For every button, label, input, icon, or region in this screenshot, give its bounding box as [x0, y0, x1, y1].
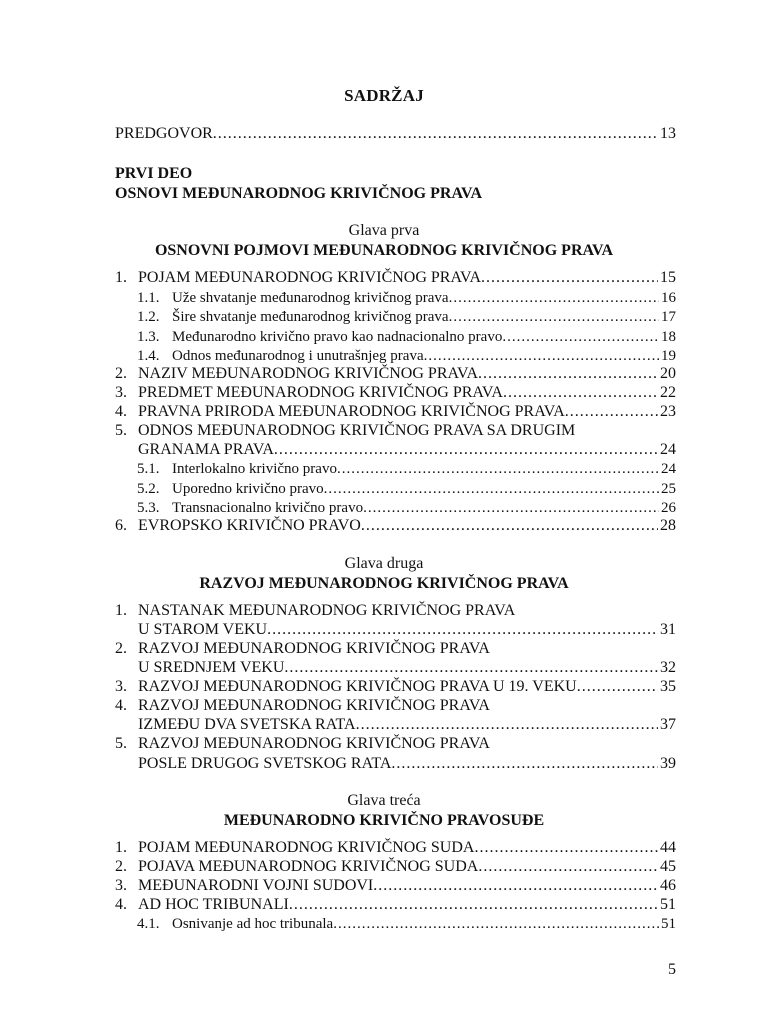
toc-subentry[interactable]	[137, 914, 676, 934]
toc-entry-number: 5.1.	[137, 461, 160, 477]
toc-entry-page: 37	[660, 716, 676, 733]
dot-leader	[356, 715, 658, 735]
toc-entry[interactable]	[115, 895, 676, 915]
toc-subentry[interactable]	[137, 307, 676, 327]
toc-entry-page: 39	[660, 755, 676, 772]
toc-entry[interactable]	[115, 421, 676, 441]
toc-entry-number: 4.1.	[137, 916, 160, 932]
toc-entry[interactable]	[115, 268, 676, 288]
dot-leader	[213, 124, 658, 144]
toc-entry-number: 1.	[115, 839, 127, 856]
toc-entry-number: 1.2.	[137, 309, 160, 325]
toc-subentry[interactable]	[137, 327, 676, 347]
toc-entry-continuation[interactable]	[138, 715, 676, 735]
toc-entry-page: 45	[660, 858, 676, 875]
toc-entry-number: 1.	[115, 269, 127, 286]
toc-entry-label: AD HOC TRIBUNALI	[138, 896, 289, 913]
dot-leader	[449, 288, 659, 308]
dot-leader	[333, 914, 659, 934]
dot-leader	[391, 754, 658, 774]
page-title: SADRŽAJ	[344, 86, 424, 105]
toc-entry-number: 5.3.	[137, 500, 160, 516]
toc-entry[interactable]	[115, 734, 676, 754]
toc-entry-label: POSLE DRUGOG SVETSKOG RATA	[138, 755, 392, 772]
toc-entry-label: MEĐUNARODNI VOJNI SUDOVI	[138, 877, 374, 894]
toc-entry-number: 3.	[115, 877, 127, 894]
toc-subentry[interactable]	[137, 498, 676, 518]
dot-leader	[424, 346, 659, 366]
toc-subentry[interactable]	[137, 288, 676, 308]
toc-entry-label: Osnivanje ad hoc tribunala	[172, 916, 334, 932]
toc-entry-label: U SREDNJEM VEKU	[138, 659, 285, 676]
dot-leader	[478, 364, 658, 384]
toc-entry[interactable]	[115, 516, 676, 536]
dot-leader	[502, 327, 659, 347]
toc-subentry[interactable]	[137, 346, 676, 366]
toc-entry-page: 35	[660, 678, 676, 695]
toc-entry-page: 16	[661, 290, 676, 306]
toc-entry[interactable]	[115, 383, 676, 403]
dot-leader	[363, 498, 659, 518]
toc-entry-page: 31	[660, 621, 676, 638]
dot-leader	[565, 402, 658, 422]
toc-entry[interactable]	[115, 639, 676, 659]
toc-entry-number: 1.4.	[137, 348, 160, 364]
toc-entry-page: 24	[660, 441, 676, 458]
toc-entry-number: 2.	[115, 858, 127, 875]
toc-entry-label: NASTANAK MEĐUNARODNOG KRIVIČNOG PRAVA	[138, 602, 516, 619]
toc-entry-label: Interlokalno krivično pravo	[172, 461, 337, 477]
toc-entry-label: IZMEĐU DVA SVETSKA RATA	[138, 716, 356, 733]
chapter-heading: Glava prva	[348, 222, 420, 239]
toc-entry-page: 20	[660, 365, 676, 382]
dot-leader	[324, 479, 659, 499]
toc-entry-label: Uporedno krivično pravo	[172, 481, 324, 497]
toc-entry-page: 24	[661, 461, 676, 477]
toc-entry[interactable]	[115, 402, 676, 422]
dot-leader	[503, 383, 658, 403]
toc-entry[interactable]	[115, 677, 676, 697]
toc-entry-label: PREDMET MEĐUNARODNOG KRIVIČNOG PRAVA	[138, 384, 503, 401]
toc-entry-page: 51	[661, 916, 676, 932]
toc-entry-number: 4.	[115, 896, 127, 913]
dot-leader	[284, 658, 658, 678]
toc-entry-page: 32	[660, 659, 676, 676]
toc-entry-continuation[interactable]	[138, 658, 676, 678]
toc-entry-preface[interactable]	[115, 124, 676, 144]
chapter-title: MEĐUNARODNO KRIVIČNO PRAVOSUĐE	[223, 812, 545, 829]
toc-entry-page: 44	[660, 839, 676, 856]
toc-entry-label: NAZIV MEĐUNARODNOG KRIVIČNOG PRAVA	[138, 365, 479, 382]
dot-leader	[577, 677, 658, 697]
dot-leader	[481, 268, 658, 288]
dot-leader	[373, 876, 658, 896]
toc-entry-number: 5.	[115, 735, 127, 752]
toc-entry-label: Šire shvatanje međunarodnog krivičnog prava	[172, 309, 449, 325]
toc-entry-label: PREDGOVOR	[115, 125, 213, 142]
part-title: OSNOVI MEĐUNARODNOG KRIVIČNOG PRAVA	[115, 185, 482, 202]
toc-entry-number: 5.	[115, 422, 127, 439]
toc-entry-label: POJAM MEĐUNARODNOG KRIVIČNOG PRAVA	[138, 269, 482, 286]
toc-entry-page: 18	[661, 329, 676, 345]
toc-entry[interactable]	[115, 857, 676, 877]
toc-entry-number: 4.	[115, 697, 127, 714]
toc-entry-label: GRANAMA PRAVA	[138, 441, 274, 458]
toc-entry-label: Odnos međunarodnog i unutrašnjeg prava	[172, 348, 424, 364]
toc-entry-number: 6.	[115, 517, 127, 534]
toc-entry-page: 25	[661, 481, 676, 497]
dot-leader	[449, 307, 659, 327]
toc-entry-page: 23	[660, 403, 676, 420]
toc-entry-page: 17	[661, 309, 676, 325]
dot-leader	[361, 516, 658, 536]
part-label: PRVI DEO	[115, 165, 193, 182]
toc-entry-label: Transnacionalno krivično pravo	[172, 500, 364, 516]
toc-entry[interactable]	[115, 364, 676, 384]
toc-entry-label: Uže shvatanje međunarodnog krivičnog prava	[172, 290, 449, 306]
toc-entry[interactable]	[115, 838, 676, 858]
toc-entry-page: 15	[660, 269, 676, 286]
toc-entry-page: 26	[661, 500, 676, 516]
toc-entry-continuation[interactable]	[138, 620, 676, 640]
toc-entry-label: RAZVOJ MEĐUNARODNOG KRIVIČNOG PRAVA	[138, 735, 490, 752]
toc-entry-label: ODNOS MEĐUNARODNOG KRIVIČNOG PRAVA SA DRUGIM	[138, 422, 576, 439]
toc-entry-page: 22	[660, 384, 676, 401]
toc-entry-continuation[interactable]	[138, 440, 676, 460]
dot-leader	[267, 620, 658, 640]
toc-entry-label: POJAVA MEĐUNARODNOG KRIVIČNOG SUDA	[138, 858, 479, 875]
toc-entry-number: 2.	[115, 365, 127, 382]
toc-entry-page: 51	[660, 896, 676, 913]
toc-entry-label: RAZVOJ MEĐUNARODNOG KRIVIČNOG PRAVA	[138, 640, 490, 657]
toc-entry-page: 28	[660, 517, 676, 534]
toc-entry-number: 4.	[115, 403, 127, 420]
dot-leader	[478, 857, 658, 877]
toc-entry[interactable]	[115, 601, 676, 621]
toc-subentry[interactable]	[137, 479, 676, 499]
chapter-heading: Glava druga	[344, 555, 424, 572]
toc-entry-number: 1.	[115, 602, 127, 619]
toc-entry-number: 1.1.	[137, 290, 160, 306]
toc-entry-continuation[interactable]	[138, 754, 676, 774]
toc-entry[interactable]	[115, 696, 676, 716]
toc-entry-page: 19	[661, 348, 676, 364]
toc-entry-page: 13	[660, 125, 676, 142]
toc-entry-page: 46	[660, 877, 676, 894]
toc-entry-number: 1.3.	[137, 329, 160, 345]
dot-leader	[337, 459, 659, 479]
toc-entry-number: 5.2.	[137, 481, 160, 497]
toc-entry-label: RAZVOJ MEĐUNARODNOG KRIVIČNOG PRAVA	[138, 697, 490, 714]
chapter-title: OSNOVNI POJMOVI MEĐUNARODNOG KRIVIČNOG PRAVA	[154, 242, 614, 259]
toc-entry-label: U STAROM VEKU	[138, 621, 268, 638]
toc-entry-label: EVROPSKO KRIVIČNO PRAVO	[138, 517, 361, 534]
toc-subentry[interactable]	[137, 459, 676, 479]
dot-leader	[289, 895, 658, 915]
dot-leader	[474, 838, 658, 858]
toc-entry-label: Međunarodno krivično pravo kao nadnacionalno pravo	[172, 329, 503, 345]
toc-entry-number: 3.	[115, 678, 127, 695]
page-number: 5	[668, 961, 676, 978]
toc-entry-label: POJAM MEĐUNARODNOG KRIVIČNOG SUDA	[138, 839, 475, 856]
toc-entry-number: 3.	[115, 384, 127, 401]
toc-entry[interactable]	[115, 876, 676, 896]
toc-entry-number: 2.	[115, 640, 127, 657]
toc-entry-label: PRAVNA PRIRODA MEĐUNARODNOG KRIVIČNOG PRAVA	[138, 403, 565, 420]
chapter-heading: Glava treća	[347, 792, 421, 809]
dot-leader	[274, 440, 658, 460]
chapter-title: RAZVOJ MEĐUNARODNOG KRIVIČNOG PRAVA	[199, 575, 569, 592]
toc-entry-label: RAZVOJ MEĐUNARODNOG KRIVIČNOG PRAVA U 19. VEKU	[138, 678, 577, 695]
